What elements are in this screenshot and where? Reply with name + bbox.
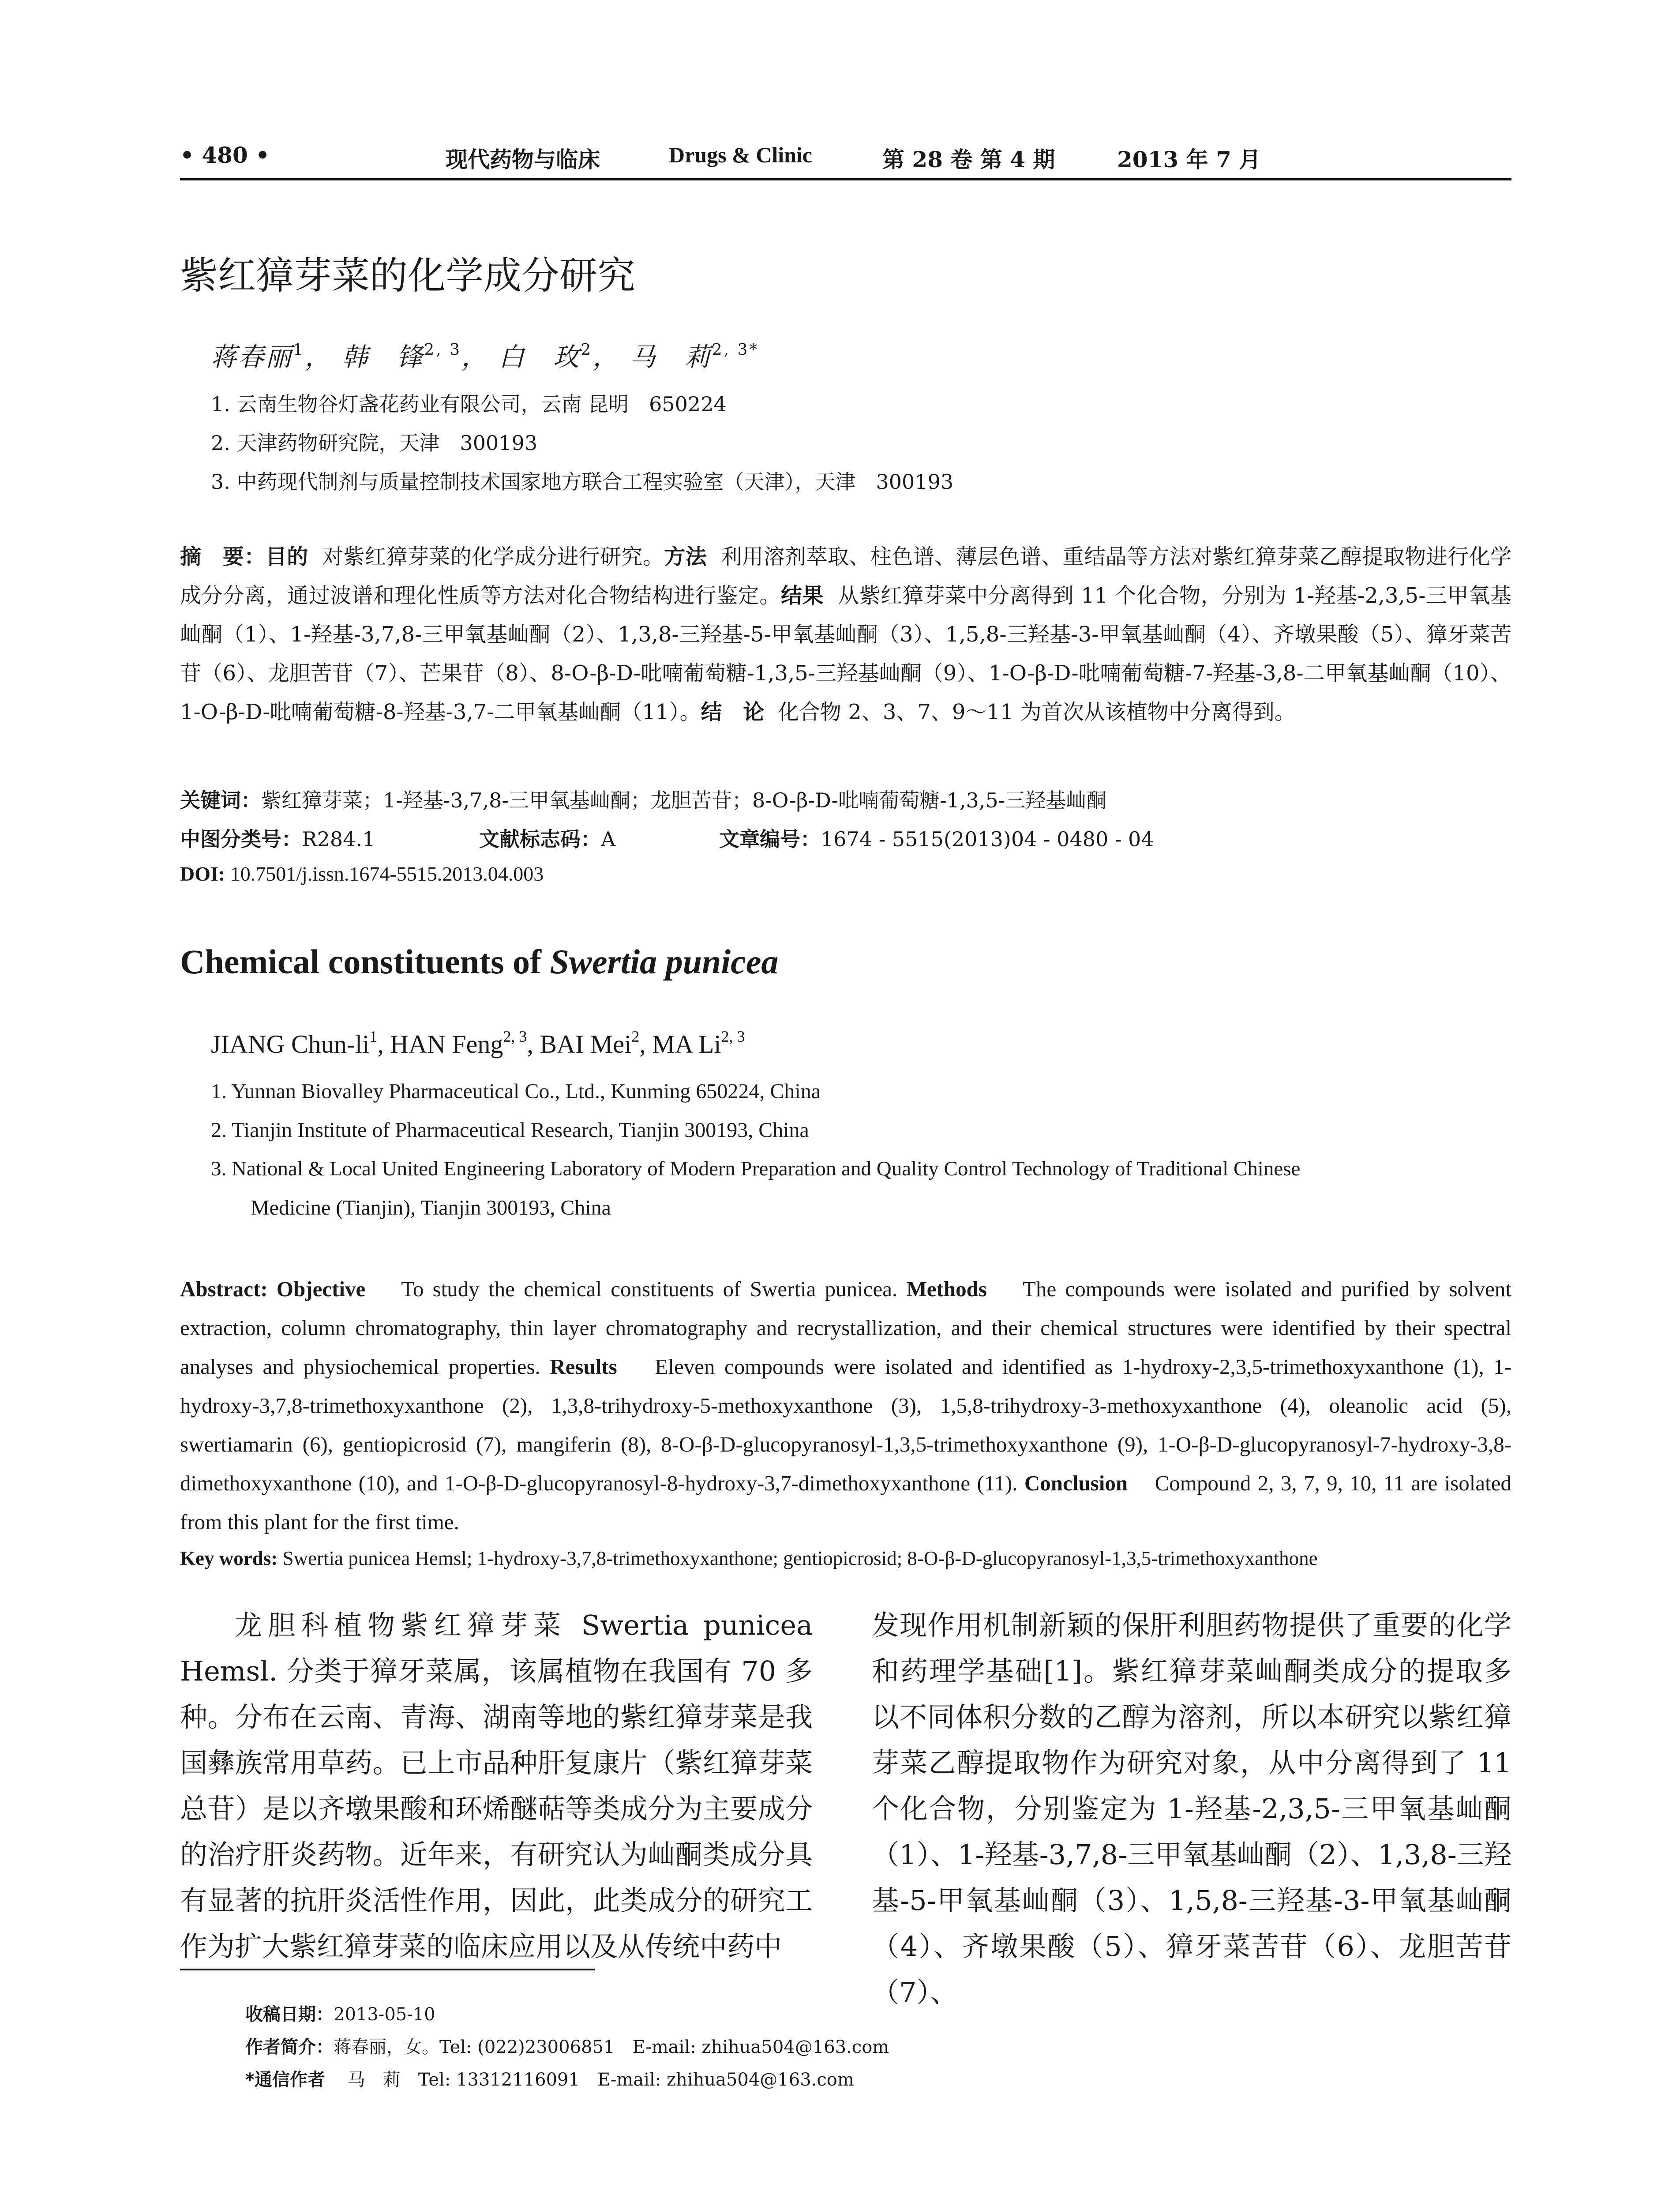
author-bio-label: 作者简介： [245, 2037, 334, 2057]
corresponding-label: *通信作者 [245, 2070, 325, 2090]
article-number-value: 1674 - 5515(2013)04 - 0480 - 04 [821, 827, 1154, 851]
volume-issue: 第 28 卷 第 4 期 [882, 146, 1055, 173]
affiliation-cn-1: 1. 云南生物谷灯盏花药业有限公司，云南 昆明 650224 [211, 392, 727, 416]
keywords-label-en: Key words: [180, 1547, 278, 1569]
author-bio [245, 2033, 889, 2058]
author-affiliation-mark: 1 [293, 340, 305, 359]
article-number-label: 文章编号： [719, 827, 821, 851]
author-list-en: JIANG Chun-$li^1$, HAN Feng$^{2, 3}$, BAI Mei$^2$, MA Li$^{2, 3}$ [211, 1028, 745, 1059]
affiliation-en-2: 2. Tianjin Institute of Pharmaceutical Research, Tianjin 300193, China [211, 1118, 809, 1142]
author-name-en: HAN Feng [390, 1030, 503, 1059]
title-en-species: Swertia punicea [550, 942, 779, 981]
results-label-cn: 结果 [781, 583, 824, 608]
clc-value: R284.1 [302, 827, 375, 851]
body-column-right: 发现作用机制新颖的保肝利胆药物提供了重要的化学和药理学基础[1]。紫红獐芽菜屾酮类成分的提取多以不同体积分数的乙醇为溶剂，所以本研究以紫红獐芽菜乙醇提取物作为研究对象，从中分离得到了 11 个化合物，分别鉴定为 1-羟基-2,3,5-三甲氧基屾酮（1）、1-羟基-3,7,8-三甲氧基屾酮（2）、1,3,8-三羟基-5-甲氧基屾酮（3）、1,5,8-三羟基-3-甲氧基屾酮（4）、齐墩果酸（5）、獐牙菜苦苷（6）、龙胆苦苷（7）、 [872, 1609, 1511, 2008]
corresponding-author [245, 2066, 854, 2091]
journal-name-en: Drugs & Clinic [669, 143, 812, 167]
abstract-label-cn: 摘 要： [180, 544, 266, 569]
author-affiliation-mark-en: 2, 3 [503, 1028, 527, 1045]
article-number [719, 823, 1154, 852]
keywords-label-cn: 关键词： [180, 788, 261, 812]
author-name: 韩 锋 [342, 342, 424, 372]
body-column-left: 龙胆科植物紫红獐芽菜 Swertia punicea Hemsl. 分类于獐牙菜属，该属植物在我国有 70 多种。分布在云南、青海、湖南等地的紫红獐芽菜是我国彝族常用草药。已上市品种肝复康片（紫红獐芽菜总苷）是以齐墩果酸和环烯醚萜等类成分为主要成分的治疗肝炎药物。近年来，有研究认为屾酮类成分具有显著的抗肝炎活性作用，因此，此类成分的研究工作为扩大紫红獐芽菜的临床应用以及从传统中药中 [180, 1609, 813, 1962]
author-name-en: JIANG Chun-li [211, 1030, 370, 1059]
keywords-en [180, 1547, 1318, 1570]
abstract-cn [180, 537, 1511, 732]
methods-label-cn: 方法 [664, 544, 707, 569]
doi-value: 10.7501/j.issn.1674-5515.2013.04.003 [230, 863, 544, 885]
objective-text-cn: 对紫红獐芽菜的化学成分进行研究。 [322, 544, 664, 569]
received-label: 收稿日期： [245, 2004, 334, 2025]
methods-label-en: Methods [906, 1277, 987, 1301]
methods-text-en: The compounds were isolated and purified by solvent extraction, column chromatography, thin layer chromatography and recrystallization, and their chemical structures were identified by their spectral analyses and physiochemical properties. [180, 1277, 1511, 1379]
abstract-label-en: Abstract: Objective [180, 1277, 366, 1301]
corresponding-value: 马 莉 Tel: 13312116091 E-mail: zhihua504@163.com [347, 2070, 854, 2090]
results-text-en: Eleven compounds were isolated and identified as 1-hydroxy-2,3,5-trimethoxyxanthone (1), 1-hydroxy-3,7,8-trimethoxyxanthone (2), 1,3,8-trihydroxy-5-methoxyxanthone (3), 1,5,8-trihydroxy-3-methoxyxanthone (4), oleanolic acid (5), swertiamarin (6), gentiopicrosid (7), mangiferin (8), 8-O-β-D-glucopyranosyl-1,3,5-trimethoxyxanthone (9), 1-O-β-D-glucopyranosyl-7-hydroxy-3,8-dimethoxyxanthone (10), and 1-O-β-D-glucopyranosyl-8-hydroxy-3,7-dimethoxyxanthone (11). [180, 1354, 1511, 1495]
author-name: 蒋春丽 [211, 342, 293, 372]
author-affiliation-mark: 2, 3* [712, 340, 759, 359]
journal-name-cn: 现代药物与临床 [446, 147, 600, 173]
page-number: • 480 • [180, 142, 270, 168]
received-date [245, 2000, 435, 2026]
results-label-en: Results [550, 1354, 617, 1379]
author-name-en: BAI Mei [540, 1030, 632, 1059]
author-list-cn: 蒋春丽$^1$， 韩 锋$^{2, 3}$， 白 玫$^2$， 马 莉$^{2, 3*}$ [211, 340, 759, 372]
results-text-cn: 从紫红獐芽菜中分离得到 11 个化合物，分别为 1-羟基-2,3,5-三甲氧基屾酮（1）、1-羟基-3,7,8-三甲氧基屾酮（2）、1,3,8-三羟基-5-甲氧基屾酮（3）、1,5,8-三羟基-3-甲氧基屾酮（4）、齐墩果酸（5）、獐牙菜苦苷（6）、龙胆苦苷（7）、芒果苷（8）、8-O-β-D-吡喃葡萄糖-1,3,5-三羟基屾酮（9）、1-O-β-D-吡喃葡萄糖-7-羟基-3,8-二甲氧基屾酮（10）、1-O-β-D-吡喃葡萄糖-8-羟基-3,7-二甲氧基屾酮（11）。 [180, 583, 1511, 724]
keywords-cn [180, 784, 1106, 814]
affiliation-cn-2: 2. 天津药物研究院，天津 300193 [211, 431, 538, 455]
author-name: 白 玫 [499, 342, 581, 372]
author-affiliation-mark-en: 2 [631, 1028, 640, 1045]
document-code [479, 823, 615, 852]
author-name: 马 莉 [630, 342, 712, 372]
header-rule [180, 178, 1511, 180]
clc-label: 中图分类号： [180, 827, 302, 851]
author-affiliation-mark: 2 [581, 340, 593, 359]
title-en-text: Chemical constituents of [180, 942, 550, 981]
doi-label: DOI: [180, 863, 225, 885]
keywords-text-en: Swertia punicea Hemsl; 1-hydroxy-3,7,8-trimethoxyxanthone; gentiopicrosid; 8-O-β-D-glucopyranosyl-1,3,5-trimethoxyxanthone [282, 1547, 1318, 1569]
abstract-en [180, 1270, 1511, 1542]
author-affiliation-mark-en: 1 [369, 1028, 378, 1045]
keywords-text-cn: 紫红獐芽菜；1-羟基-3,7,8-三甲氧基屾酮；龙胆苦苷；8-O-β-D-吡喃葡萄糖-1,3,5-三羟基屾酮 [261, 788, 1107, 812]
author-bio-value: 蒋春丽，女。Tel: (022)23006851 E-mail: zhihua504@163.com [334, 2037, 889, 2057]
doc-code-value: A [601, 827, 616, 851]
conclusion-text-cn: 化合物 2、3、7、9～11 为首次从该植物中分离得到。 [778, 700, 1296, 724]
affiliation-en-3: 3. National & Local United Engineering Laboratory of Modern Preparation and Quality Control Technology of Traditional Chinese [211, 1157, 1301, 1180]
author-affiliation-mark: 2, 3 [424, 340, 461, 359]
footnote-rule [180, 1969, 595, 1970]
objective-label-cn: 目的 [265, 544, 308, 569]
issue-date: 2013 年 7 月 [1117, 146, 1261, 173]
classification-line [180, 823, 375, 852]
objective-text-en: To study the chemical constituents of Swertia punicea. [401, 1277, 898, 1301]
received-value: 2013-05-10 [334, 2004, 435, 2025]
methods-text-cn: 利用溶剂萃取、柱色谱、薄层色谱、重结晶等方法对紫红獐芽菜乙醇提取物进行化学成分分离，通过波谱和理化性质等方法对化合物结构进行鉴定。 [180, 544, 1511, 608]
affiliation-en-1: 1. Yunnan Biovalley Pharmaceutical Co., Ltd., Kunming 650224, China [211, 1080, 821, 1103]
author-affiliation-mark-en: 2, 3 [721, 1028, 745, 1045]
conclusion-label-cn: 结 论 [701, 700, 765, 724]
article-title-cn: 紫红獐芽菜的化学成分研究 [180, 254, 635, 298]
conclusion-text-en: Compound 2, 3, 7, 9, 10, 11 are isolated from this plant for the first time. [180, 1471, 1512, 1534]
doi-line [180, 862, 544, 885]
doc-code-label: 文献标志码： [479, 827, 601, 851]
affiliation-en-3-cont: Medicine (Tianjin), Tianjin 300193, China [251, 1196, 611, 1219]
conclusion-label-en: Conclusion [1024, 1471, 1128, 1495]
article-title-en [180, 942, 778, 982]
affiliation-cn-3: 3. 中药现代制剂与质量控制技术国家地方联合工程实验室（天津），天津 300193 [211, 470, 954, 494]
author-name-en: MA Li [652, 1030, 721, 1059]
